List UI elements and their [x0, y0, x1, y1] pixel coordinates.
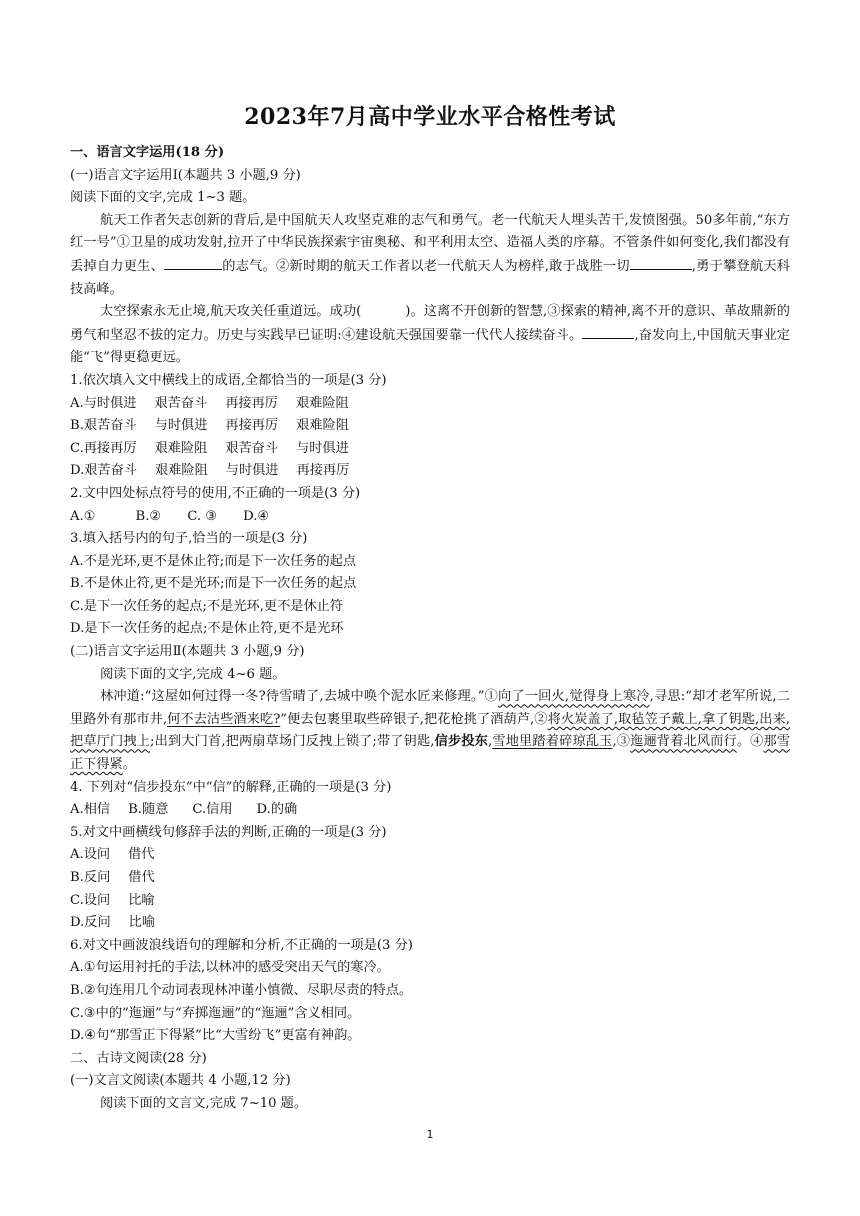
q3-option-c: C.是下一次任务的起点;不是光环,更不是休止符: [70, 598, 344, 614]
passage1-paragraph2: [70, 301, 790, 370]
wavy-sentence-1: 向了一回火,觉得身上寒冷: [498, 689, 650, 705]
q2-options: A.① B.② C. ③ D.④: [70, 508, 270, 524]
q1-option-c: C.再接再厉 艰难险阻 艰苦奋斗 与时俱进: [70, 440, 349, 456]
section2-part1-instruction: 阅读下面的文言文,完成 7~10 题。: [100, 1095, 308, 1111]
wavy-sentence-4: 那雪正下得紧: [70, 734, 791, 773]
q5-option-b: B.反问 借代: [70, 870, 155, 885]
q1-option-a: A.与时俱进 艰苦奋斗 再接再厉 艰难险阻: [70, 395, 349, 411]
q5-option-d: D.反问 比喻: [70, 915, 156, 931]
section1-heading: 一、语言文字运用(18 分): [70, 145, 225, 160]
section2-part1-heading: (一)文言文阅读(本题共 4 小题,12 分): [70, 1073, 291, 1089]
part1-heading: (一)语言文字运用Ⅰ(本题共 3 小题,9 分): [70, 167, 301, 183]
passage1-paragraph1: [70, 210, 790, 301]
q3-option-d: D.是下一次任务的起点;不是休止符,更不是光环: [70, 621, 344, 637]
blank-2: [630, 255, 692, 270]
bold-phrase: 信步投东: [434, 734, 489, 750]
q4-options: A.相信 B.随意 C.信用 D.的确: [70, 802, 298, 818]
page-number: 1: [426, 1128, 434, 1141]
q5-option-c: C.设问 比喻: [70, 892, 155, 908]
p1-text-a: 航天工作者矢志创新的背后,是中国航天人攻坚克难的志气和勇气。老一代航天人埋头苦干,发愤图强。50多年前,“东方红一号”①卫星的成功发射,拉开了中华民族探索宇宙奥秘、和平利用太空、造福人类的序幕。不管条件如何变化,我们都没有丢掉自力更生、: [70, 212, 790, 274]
p2-text-b: )。这离不开创新的智慧,③探索的精神,离不开的意识、革故鼎新的勇气和坚忍不拔的定力。历史与实践早已证明:④建设航天强国要靠一代代人接续奋斗。: [70, 304, 790, 343]
underlined-sentence-2: 雪地里踏着碎琼乱玉: [492, 734, 613, 750]
p2-text-c: ,奋发向上,中国航天事业定能“飞”得更稳更远。: [70, 327, 790, 366]
q2-stem: 2.文中四处标点符号的使用,不正确的一项是(3 分): [70, 485, 361, 501]
part1-instruction: 阅读下面的文字,完成 1~3 题。: [70, 190, 256, 206]
q3-option-b: B.不是休止符,更不是光环;而是下一次任务的起点: [70, 576, 357, 592]
q6-stem: 6.对文中画波浪线语句的理解和分析,不正确的一项是(3 分): [70, 937, 413, 953]
p2-text-a: 太空探索永无止境,航天攻关任重道远。成功(: [100, 304, 362, 320]
p1-text-b: 的志气。②新时期的航天工作者以老一代航天人为榜样,敢于战胜一切: [222, 258, 630, 274]
q6-option-c: C.③中的“迤逦”与“弃掷迤逦”的“迤逦”含义相同。: [70, 1005, 361, 1021]
q6-option-b: B.②句连用几个动词表现林冲谨小慎微、尽职尽责的特点。: [70, 982, 413, 998]
q6-option-d: D.④句“那雪正下得紧”比“大雪纷飞”更富有神韵。: [70, 1028, 361, 1044]
q5-option-a: A.设问 借代: [70, 847, 155, 863]
section2-heading: 二、古诗文阅读(28 分): [70, 1050, 207, 1066]
q4-stem: 4. 下列对“信步投东”中“信”的解释,正确的一项是(3 分): [70, 779, 392, 795]
wavy-sentence-3: 迤逦背着北风而行: [630, 734, 737, 750]
exam-title: 2023年7月高中学业水平合格性考试: [244, 104, 616, 130]
wavy-sentence-2: 将火炭盖了,取毡笠子戴上,拿了钥匙,出来,把草厅门拽上: [70, 711, 790, 750]
part2-instruction: 阅读下面的文字,完成 4~6 题。: [100, 666, 286, 682]
q6-option-a: A.①句运用衬托的手法,以林冲的感受突出天气的寒冷。: [70, 960, 390, 976]
q1-option-d: D.艰苦奋斗 艰难险阻 与时俱进 再接再厉: [70, 463, 350, 479]
underlined-sentence-1: 何不去沽些酒来吃?: [167, 711, 281, 727]
passage2-paragraph: 林冲道:“这屋如何过得一冬?待雪晴了,去城中唤个泥水匠来修理。”①向了一回火,觉得身上寒冷,寻思:“却才老军所说,二里路外有那市井,何不去沽些酒来吃?”便去包裹里取些碎银子,把花枪挑了酒葫芦,②将火炭盖了,取毡笠子戴上,拿了钥匙,出来,把草厅门拽上;出到大门首,把两扇草场门反拽上锁了;带了钥匙,信步投东,雪地里踏着碎琼乱玉,③迤逦背着北风而行。④那雪正下得紧。: [70, 689, 791, 773]
blank-1: [164, 255, 222, 270]
p1-text-c: ,勇于攀登航天科技高峰。: [70, 258, 790, 297]
q1-stem: 1.依次填入文中横线上的成语,全都恰当的一项是(3 分): [70, 372, 387, 388]
q3-option-a: A.不是光环,更不是休止符;而是下一次任务的起点: [70, 553, 357, 569]
q1-option-b: B.艰苦奋斗 与时俱进 再接再厉 艰难险阻: [70, 418, 349, 434]
exam-content: [70, 142, 790, 1116]
q5-stem: 5.对文中画横线句修辞手法的判断,正确的一项是(3 分): [70, 824, 387, 840]
blank-3: [582, 324, 634, 339]
part2-heading: (二)语言文字运用Ⅱ(本题共 3 小题,9 分): [70, 644, 305, 660]
q3-stem: 3.填入括号内的句子,恰当的一项是(3 分): [70, 531, 308, 547]
